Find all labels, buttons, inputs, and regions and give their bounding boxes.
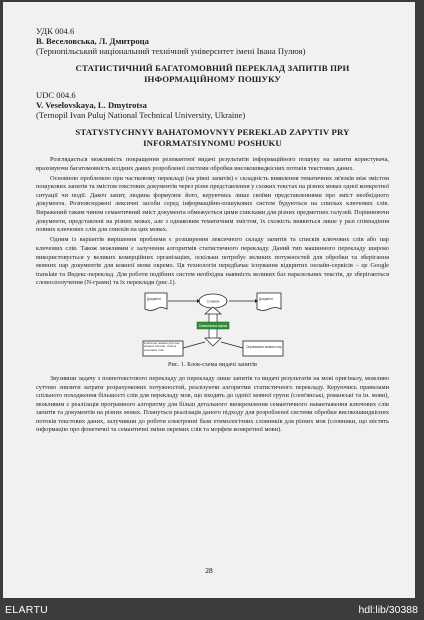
doc-left-label: Документ: [146, 296, 161, 301]
affiliation-en: (Ternopil Ivan Puluj National Technical University, Ukraine): [36, 110, 246, 120]
dictionary-label: Словник: [206, 299, 219, 304]
doc-right-label: Документ: [258, 296, 273, 301]
box-right: [243, 341, 283, 356]
semantic-tag: [197, 322, 229, 329]
paragraph-3: Одним із варіантів вирішення проблеми є розширення лексичного складу запитів та списків ключових слів або пар ключових слів. Також можливим є залучення алгоритмів статистичного перекладу. Даний тип машинного перекладу широко використовується у великих комерційних організаціях, оскільки потребує великих потужностей для обробки та зберігання мовних пар документів для кожної мови окремо. Ця технологія передбачає існування відкритих онлайн-сервісів – це Google translate та Яндекс-переклад. Для роботи подібних систем необхідна наявність великих баз паралельних текстів, де зберігаються словосполучення (N-грами) та їх переклади (рис.1).: [36, 236, 389, 287]
udc-en: UDC 004.6: [36, 90, 76, 100]
center-tag-label: Семантична оцінка: [198, 323, 227, 328]
dictionary-node: [199, 294, 227, 308]
affiliation-uk: (Тернопільський національний технічний університет імені Івана Пулюя): [36, 46, 306, 56]
paper-content: [36, 26, 389, 441]
handle-id: hdl:lib/30388: [358, 604, 418, 616]
box-left-label: Класичне знання для пар вхідних запитів, список ключових слів: [143, 341, 179, 352]
paragraph-2: Основною проблемою при частковому перекладі (на рівні запитів) є складність виявлення тематичних зв'язків між змістом пошукових запитів та змістом текстових документів через різне представлення у схожих текстах на різних мовах одної конкретної ситуації чи події. Дакоч запит, людина формулює його, керуючись лише своїми представленнями про зміст необхідного документа. Розповсюджені лексичні засоби серед інформаційно-пошукових систем будуються на списках ключових слів. Виражений таким чином семантичний зміст документа обмежується цими списками для різних предметних галузей. Порівнюючи документи, представлені на різних мовах, але з однаковим тематичним змістом, їх схожість виявиться лише у разі співпадіння повних ключових слів для списків на цих мовах.: [36, 174, 390, 234]
authors-uk: В. Веселовська, Л. Дмитроца: [36, 36, 149, 46]
authors-en: V. Veselovskaya, L. Dmytrotsa: [36, 100, 147, 110]
viewer-footer: [0, 600, 424, 620]
abstract-body: [36, 156, 389, 435]
title-en: STATYSTYCHNYY BAHATOMOVNYY PEREKLAD ZAPYTIV PRY INFORMATSIYNOMU POSHUKU: [75, 127, 350, 148]
udc-uk: УДК 004.6: [36, 26, 75, 36]
paragraph-4: Звузивши задачу з повнотекстового перекладу до перекладу лише запитів та видачі результатів на мові оригіналу, можливо суттєво знизити затрати розрахункових потужностей, реалізуючи алгоритми статистичного перекладу. Керуючись правилами спільного походження більшості слів для перекладу мов, що входять до однієї мовної групи (слов'янські, романські та ін. мови), можливим є реалізація програмного алгоритму для більш детального виокремлення семантичного навантаження ключових слів запитів та документів на різних мовах. Плануться реалізація даного підходу для розробленої системи обробки високошвидкісних потоків текстових даних, залучивши до роботи електронні бази етимологічних словників для різних мов (словники, що містять інформацію про фонетичні та семантичні зміни окремих слів та морфем конкретної мови).: [36, 374, 389, 434]
box-left: [143, 341, 183, 356]
figure-caption: Рис. 1. Блок-схема видачі запитів: [168, 360, 257, 368]
title-uk: СТАТИСТИЧНИЙ БАГАТОМОВНИЙ ПЕРЕКЛАД ЗАПИТІВ ПРИ ІНФОРМАЦІЙНОМУ ПОШУКУ: [75, 63, 350, 84]
paragraph-1: Розглядається можливість покращення релевантної видачі результатів інформаційного пошуку на запити користувача, враховуючи багатомовність вхідних даних розробленої системи обробки високошвидкісних потоків текстових даних.: [36, 156, 389, 172]
repository-name: ELARTU: [5, 604, 49, 616]
figure-flowchart: [141, 291, 285, 359]
paper-page: [3, 2, 415, 598]
box-right-label: Оцінювання мовних пар: [245, 344, 282, 349]
document-icon-right: [257, 293, 281, 311]
document-icon-left: [145, 293, 167, 311]
page-number: 28: [205, 566, 213, 575]
